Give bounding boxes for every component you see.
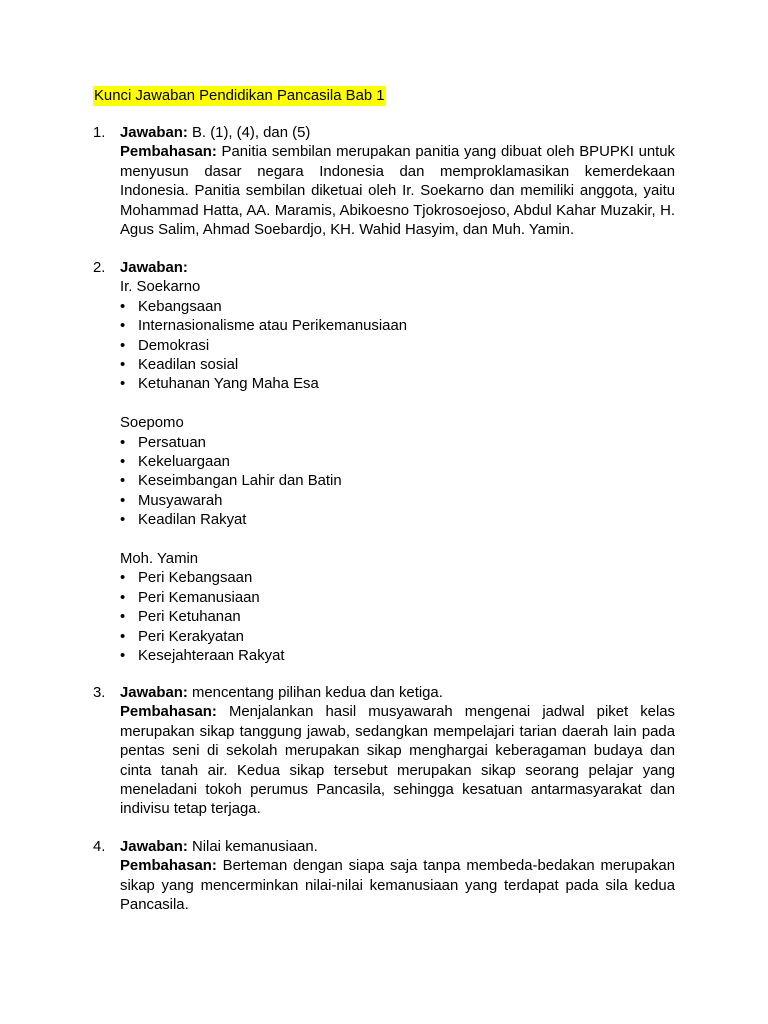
explanation-label: Pembahasan: bbox=[120, 144, 217, 161]
item-number: 4. bbox=[93, 839, 106, 855]
bullet-icon: • bbox=[120, 589, 126, 606]
bullet-icon: • bbox=[120, 434, 126, 451]
bullet-icon: • bbox=[120, 628, 126, 645]
explanation-paragraph bbox=[120, 143, 675, 240]
list-item: • Persatuan bbox=[120, 434, 675, 453]
answer-item-4 bbox=[93, 838, 675, 916]
explanation-paragraph bbox=[120, 703, 675, 819]
explanation-paragraph bbox=[120, 857, 675, 915]
list-item: • Internasionalisme atau Perikemanusiaan bbox=[120, 317, 675, 336]
answer-text: B. (1), (4), dan (5) bbox=[187, 125, 311, 141]
explanation-text: Panitia sembilan merupakan panitia yang dibuat oleh BPUPKI untuk menyusun dasar negara Indonesia dan memproklamasikan kemerdekaan Indonesia. Panitia sembilan diketuai oleh Ir. Soekarno dan memiliki anggota, yaitu Mohammad Hatta, AA. Maramis, Abikoesno Tjokrosoejoso, Abdul Kahar Muzakir, H. Agus Salim, Ahmad Soebardjo, KH. Wahid Hasyim, dan Muh. Yamin. bbox=[120, 144, 675, 239]
bullet-icon: • bbox=[120, 454, 126, 471]
item-number: 2. bbox=[93, 260, 106, 276]
answer-label: Jawaban: bbox=[120, 839, 188, 855]
answer-item-1 bbox=[93, 124, 675, 240]
bullet-icon: • bbox=[120, 570, 126, 587]
bullet-icon: • bbox=[120, 357, 126, 374]
answer-label: Jawaban: bbox=[120, 685, 188, 701]
list-item: • Demokrasi bbox=[120, 337, 675, 356]
list-item: • Kebangsaan bbox=[120, 298, 675, 317]
list-item: • Keseimbangan Lahir dan Batin bbox=[120, 472, 675, 491]
bullet-icon: • bbox=[120, 318, 126, 335]
list-item: • Ketuhanan Yang Maha Esa bbox=[120, 375, 675, 394]
list-item: • Kekeluargaan bbox=[120, 453, 675, 472]
bullet-icon: • bbox=[120, 376, 126, 393]
list-item: • Keadilan Rakyat bbox=[120, 511, 675, 530]
list-item: • Peri Kerakyatan bbox=[120, 628, 675, 647]
explanation-text: Berteman dengan siapa saja tanpa membeda-bedakan merupakan sikap yang mencerminkan nilai-nilai kemanusiaan yang terdapat pada sila kedua Pancasila. bbox=[120, 858, 675, 914]
answer-text: Nilai kemanusiaan. bbox=[187, 839, 318, 855]
answer-line bbox=[120, 838, 675, 857]
bullet-icon: • bbox=[120, 648, 126, 665]
answer-line bbox=[120, 684, 675, 703]
document-title: Kunci Jawaban Pendidikan Pancasila Bab 1 bbox=[94, 88, 385, 104]
bullet-list-yamin bbox=[120, 569, 675, 666]
group-name-yamin: Moh. Yamin bbox=[120, 551, 199, 568]
bullet-list-soepomo bbox=[120, 434, 675, 531]
bullet-icon: • bbox=[120, 298, 126, 315]
answer-text: mencentang pilihan kedua dan ketiga. bbox=[187, 685, 443, 701]
explanation-text: Menjalankan hasil musyawarah mengenai jadwal piket kelas merupakan sikap tanggung jawab, sedangkan mempelajari tarian daerah lain pada pentas seni di sekolah merupakan sikap menghargai keberagaman budaya dan cinta tanah air. Kedua sikap tersebut merupakan sikap seorang pelajar yang meneladani tokoh perumus Pancasila, sehingga kesatuan antarmasyarakat dan indivisu tetap terjaga. bbox=[120, 704, 675, 818]
list-item: • Musyawarah bbox=[120, 492, 675, 511]
group-name-soepomo: Soepomo bbox=[120, 415, 184, 432]
bullet-icon: • bbox=[120, 512, 126, 529]
answer-label: Jawaban: bbox=[120, 125, 188, 141]
list-item: • Peri Kemanusiaan bbox=[120, 589, 675, 608]
bullet-icon: • bbox=[120, 609, 126, 626]
answer-item-2 bbox=[93, 259, 675, 667]
item-number: 3. bbox=[93, 685, 106, 701]
group-name-soekarno: Ir. Soekarno bbox=[120, 279, 201, 296]
list-item: • Keadilan sosial bbox=[120, 356, 675, 375]
explanation-label: Pembahasan: bbox=[120, 858, 217, 875]
bullet-list-soekarno bbox=[120, 298, 675, 395]
answer-line bbox=[120, 124, 675, 143]
bullet-icon: • bbox=[120, 473, 126, 490]
list-item: • Peri Ketuhanan bbox=[120, 608, 675, 627]
explanation-label: Pembahasan: bbox=[120, 704, 217, 721]
answer-item-3 bbox=[93, 684, 675, 820]
answer-label: Jawaban: bbox=[120, 260, 188, 276]
bullet-icon: • bbox=[120, 492, 126, 509]
bullet-icon: • bbox=[120, 337, 126, 354]
list-item: • Kesejahteraan Rakyat bbox=[120, 647, 675, 666]
list-item: • Peri Kebangsaan bbox=[120, 569, 675, 588]
item-number: 1. bbox=[93, 125, 106, 141]
answer-line bbox=[120, 259, 675, 278]
